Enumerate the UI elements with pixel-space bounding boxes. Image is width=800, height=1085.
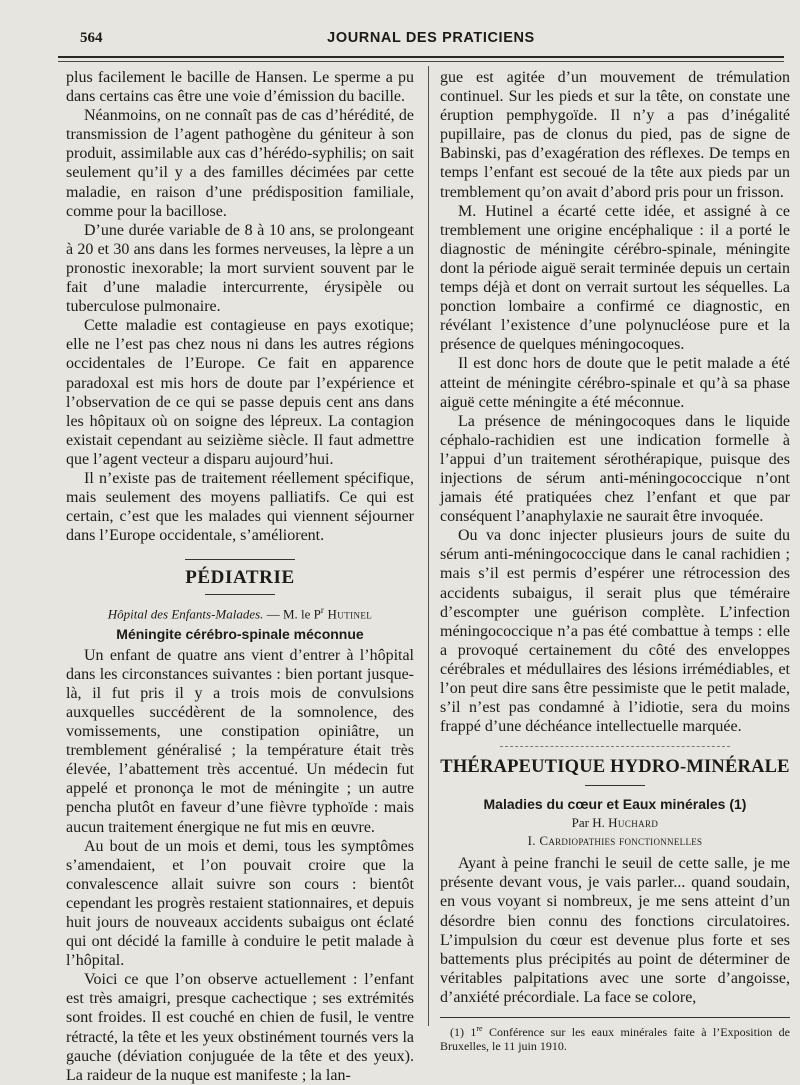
byline-prefix: Par H. (571, 815, 609, 831)
paragraph: gue est agitée d’un mouvement de trémulation continuel. Sur les pieds et sur la tête, on constate une éruption pemphygoïde. Il n’y a pas d’inégalité pupillaire, pas de clonus du pied, pas de signe de Babinski, pas d’exagération des réflexes. De temps en temps l’enfant est secoué de la tête aux pieds par un tremblement qu’on avait d’abord pris pour un frisson. (440, 69, 790, 201)
footnote-mark: (1) 1 (450, 1025, 477, 1040)
page-number: 564 (80, 30, 103, 46)
header-rule-thin (58, 61, 784, 62)
paragraph: Il est donc hors de doute que le petit malade a été atteint de méningite cérébro-spinale et qu’à sa phase aiguë cette méningite a été méconnue. (440, 355, 790, 411)
paragraph: Ayant à peine franchi le seuil de cette salle, je me présente devant vous, je vais parler... quand soudain, en vous voyant si nombreux, je me sens atteint d’un désordre bien connu des fonctions circulatoires. L’impulsion du cœur est devenue plus forte et ses battements plus précipités au point de déterminer de véritables palpitations avec une sorte d’angoisse, d’anxiété précordiale. La face se colore, (440, 855, 790, 1006)
section-title-therapeutique: THÉRAPEUTIQUE HYDRO-MINÉRALE (440, 757, 790, 778)
paragraph: plus facilement le bacille de Hansen. Le sperme a pu dans certains cas être une voie d’émission du bacille. (66, 69, 414, 106)
header-rule (58, 56, 784, 58)
byline (440, 814, 790, 832)
hospital-dash: — M. le P (263, 606, 321, 622)
journal-title: JOURNAL DES PRATICIENS (327, 30, 535, 46)
hospital-sup: r (320, 605, 324, 616)
hospital-name: Hôpital des Enfants-Malades. (107, 606, 264, 622)
paragraph: M. Hutinel a écarté cette idée, et assigné à ce tremblement une origine encéphalique : il a porté le diagnostic de méningite cérébro-spinale, méningite dont la période aiguë serait terminée depuis un certain temps déjà et dont on verrait surtout les séquelles. La ponction lombaire a confirmé ce diagnostic, en révélant l’existence d’une polynucléose pure et la présence de quelques méningocoques. (440, 202, 790, 354)
paragraph: Au bout de un mois et demi, tous les symptômes s’amendaient, et l’on pouvait croire que la convalescence allait suivre son cours : bientôt cependant les progrès restaient stationnaires, et depuis huit jours de nouveaux accidents subaigus ont éclaté qui ont décidé la famille à conduire le petit malade à l’hôpital. (66, 837, 414, 970)
section-title-pediatrie: PÉDIATRIE (185, 567, 295, 589)
author-name: Huchard (608, 815, 659, 831)
page-header (80, 30, 782, 50)
article-title-maladies-coeur: Maladies du cœur et Eaux minérales (1) (483, 796, 747, 813)
right-column (440, 68, 790, 1053)
footnote-text: Conférence sur les eaux minérales faite à l’Exposition de Bruxelles, le 11 juin 1910. (440, 1025, 790, 1054)
paragraph: La présence de méningocoques dans le liquide céphalo-rachidien est une indication formelle à l’appui d’un traitement sérothérapique, puisque des injections de sérum anti-méningococcique n’ont jamais été pratiquées chez l’enfant et que par conséquent l’anaphylaxie ne saurait être invoquée. (440, 412, 790, 526)
paragraph: Un enfant de quatre ans vient d’entrer à l’hôpital dans les circonstances suivantes : bien portant jusque-là, il fut pris il y a trois mois de convulsions auxquelles succédèrent de la somnolence, des vomissements, une constipation opiniâtre, un tremblement généralisé ; la température était très élevée, l’abattement très accentué. Un médecin fut appelé et prononça le mot de méningite ; un autre pencha plutôt en faveur d’une fièvre typhoïde : mais aucun traitement énergique ne fut mis en œuvre. (66, 646, 414, 836)
left-column (66, 68, 414, 1085)
paragraph: Voici ce que l’on observe actuellement : l’enfant est très amaigri, presque cachectique ; ses extrémités sont froides. Il est couché en chien de fusil, le ventre rétracté, la tête et les yeux obstinément tournés vers la gauche (déviation conjuguée de la tête et des yeux). La raideur de la nuque est manifeste ; la lan- (66, 971, 414, 1084)
hospital-line (66, 601, 414, 623)
subsection-title: I. Cardiopathies fonctionnelles (527, 833, 703, 849)
professor-name: Hutinel (323, 606, 373, 622)
footnote-sup: re (476, 1024, 483, 1034)
paragraph: Ou va donc injecter plusieurs jours de suite du sérum anti-méningococcique dans le canal rachidien ; mais s’il est permis d’espérer une rétrocession des accidents subaigus, il serait plus que téméraire d’escompter une guérison complète. L’infection méningococcique n’a pas été combattue à temps : elle a provoqué certainement du côté des enveloppes cérébrales et médullaires des lésions irrémédiables, et l’on peut dire sans être pessimiste que le petit malade, s’il n’est pas condamné à l’idiotie, sera du moins frappé d’une déchéance intellectuelle marquée. (440, 527, 790, 736)
paragraph: Il n’existe pas de traitement réellement spécifique, mais seulement des moyens palliatifs. Ce qui est certain, c’est que les malades qui viennent séjourner dans l’Europe occidentale, s’améliorent. (66, 469, 414, 545)
paragraph: Cette maladie est contagieuse en pays exotique; elle ne l’est pas chez nous ni dans les autres régions occidentales de l’Europe. Ce fait en apparence paradoxal est mis hors de doute par l’expérience et l’observation de ce qui se passe depuis cent ans dans les hôpitaux où on soigne des lépreux. La contagion existait cependant au seizième siècle. Il faut admettre que l’agent vecteur a disparu aujourd’hui. (66, 317, 414, 468)
paragraph: D’une durée variable de 8 à 10 ans, se prolongeant à 20 et 30 ans dans les formes nerveuses, la lèpre a un pronostic inexorable; la mort survient souvent par le fait d’une maladie intercurrente, érysipèle ou tuberculose pulmonaire. (66, 221, 414, 316)
footnote (440, 1022, 790, 1053)
column-divider (428, 66, 429, 1026)
article-title-meningite: Méningite cérébro-spinale méconnue (116, 625, 364, 642)
paragraph: Néanmoins, on ne connaît pas de cas d’hérédité, de transmission de l’agent pathogène du géniteur à son produit, assimilable aux cas d’hérédo-syphilis; on sait seulement qu’il y a des familles décimées par cette maladie, en raison d’une prédisposition familiale, comme pour la bacillose. (66, 107, 414, 220)
